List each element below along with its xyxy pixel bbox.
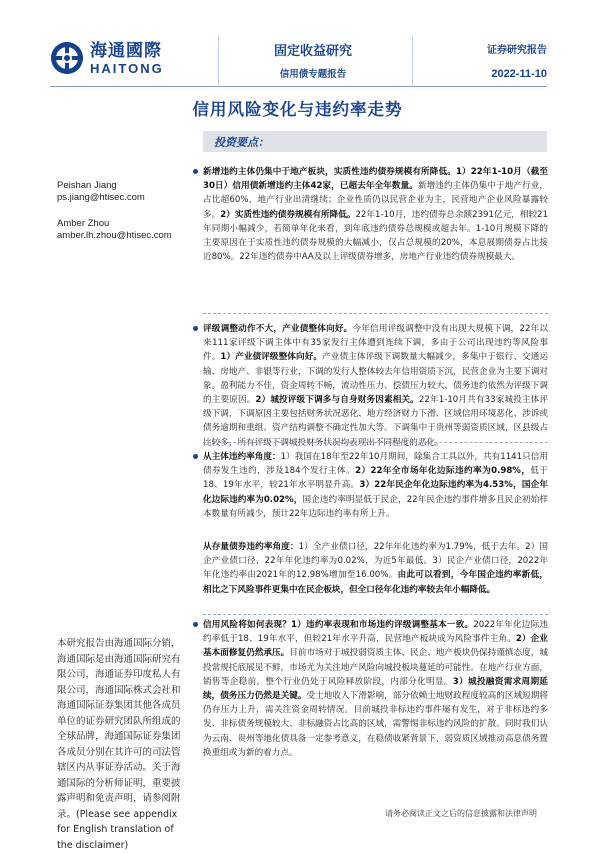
- paragraph-divider: [203, 313, 548, 314]
- paragraph-lead: 信用风险将如何表现？: [203, 620, 292, 630]
- paragraph-text: 2022年年化边际违约率低于18、19年水平，但较21年水平升高，民营地产板块成为风险事件主角。: [203, 620, 549, 645]
- paragraph-text: 低于18、19年水平，较21年水平明显升高。: [203, 466, 548, 491]
- bullet-icon: [193, 454, 198, 459]
- paragraph-text: 今年信用评级调整中没有出现大规模下调，22年以来111家评级下调主体中有35家发行主体遭到连续下调，多由于公司出现违约等风险事件。: [203, 324, 548, 363]
- bullet-icon: [193, 622, 198, 627]
- brand-name-en: HAITONG: [90, 60, 164, 76]
- paragraph-text: 3）城投融资需求周期延续，债务压力仍然是关键。: [203, 676, 548, 702]
- report-type: 证券研究报告: [487, 45, 547, 56]
- author-name: Peishan Jiang: [57, 180, 117, 191]
- summary-paragraph: [203, 618, 548, 760]
- haitong-logo: [50, 38, 200, 78]
- page-footer: 请务必阅读正文之后的信息披露和法律声明: [385, 809, 537, 818]
- summary-paragraph: [203, 322, 548, 450]
- report-subcategory: 信用债专题报告: [279, 69, 347, 80]
- paragraph-text: 2）城投评级下调多与自身财务因素相关。: [255, 395, 419, 406]
- paragraph-lead: 新增违约主体仍集中于地产板块，实质性违约债券规模有所降低。: [203, 167, 456, 177]
- report-category: 固定收益研究: [273, 44, 352, 59]
- paragraph-text: 3）22年民企年化边际违约率为4.53%，国企年化边际违约率为0.02%，: [203, 480, 548, 505]
- author-email[interactable]: amber.lh.zhou@htisec.com: [57, 230, 172, 241]
- brand-name-cn: 海通國際: [90, 40, 162, 61]
- paragraph-text: 1）违约率表现和市场违约评级调整基本一致。: [291, 620, 474, 630]
- bullet-icon: [193, 169, 198, 174]
- header-divider: [412, 37, 413, 85]
- document-title: 信用风险变化与违约率走势: [192, 100, 403, 119]
- section-label: 投资要点：: [214, 136, 269, 149]
- paragraph-text: 2）22年全市场年化边际违约率为0.98%，: [355, 466, 531, 477]
- paragraph-text: 国企违约率明显低于民企，22年民企违约事件增多且民企初始样本数量有所减少，预计22年边际违约率有所上升。: [203, 494, 548, 519]
- paragraph-lead: 从存量债券违约率角度：: [203, 542, 299, 552]
- paragraph-lead: 从主体违约率角度：: [203, 452, 281, 462]
- paragraph-text: 1）22年1-10月（截至30日）信用债新增违约主体42家，已超去年全年数量。: [203, 167, 548, 192]
- authors-block: [57, 180, 187, 242]
- paragraph-text: 新增违约主体仍集中于地产行业，占比超60%，地产行业出清继续；企业性质仍以民营企业为主，民营地产企业风险暴露较多。: [203, 181, 548, 220]
- author-name: Amber Zhou: [57, 218, 110, 229]
- bullet-icon: [193, 326, 198, 331]
- haitong-logo-icon: [50, 41, 84, 75]
- disclaimer-text: 本研究报告由海通国际分销，海通国际是由海通国际研究有限公司，海通证券印度私人有限公司，海通国际株式会社和海通国际证券集团其他各成员单位的证券研究团队所组成的全球品牌，海通国际证券集团各成员分别在其许可的司法管辖区内从事证券活动。关于海通国际的分析师证明，重要披露声明和免责声明，请参阅附录。(Please see appendix for English translation of the disclaimer): [57, 638, 181, 851]
- paragraph-text: 目前市场对于城投弱资质主体、民企、地产板块仍保持谨慎态度，城投常规托底展见不鲜，市场尤为关注地产风险向城投板块蔓延的可能性。在地产行业方面，销售等企稳前，整个行业仍处于风险释放阶段，内部分化明显。: [203, 648, 548, 687]
- paragraph-text: 受土地收入下滑影响，部分依赖土地财政程度较高的区域短期将仍存压力上升，需关注资金周转情况。目前城投非标违约事件屡有发生，对于非标违约多发、非标债务规模较大、非标融资占比高的区域，需警惕非标违约风险的扩散。同时我们认为云南、贵州等地化债具备一定参考意义，在稳债收紧背景下，弱资质区域推动高息债务置换重组或为新的着力点。: [203, 691, 548, 758]
- summary-paragraph: [203, 540, 548, 597]
- report-date: 2022-11-10: [491, 68, 547, 80]
- summary-paragraph: [203, 165, 548, 264]
- paragraph-lead: 评级调整动作不大，产业债整体向好。: [203, 324, 353, 334]
- header-rule: [50, 86, 547, 87]
- paragraph-text: 2）企业基本面修复仍然承压。: [203, 634, 549, 659]
- paragraph-text: 由此可以看到，今年国企违约率新低，相比之下风险事件更集中在民企板块，但全口径年化违约率较去年小幅降低。: [203, 570, 548, 595]
- section-header: [203, 131, 547, 152]
- paragraph-text: 22年1-10月，违约债券总余额2391亿元，相较21年同期小幅减少，若简单年化来看，到年底违约债券总规模或超去年。1-10月规模下降的主要原因在于实质性违约债券规模的大幅减小，仅占总规模的20%，本息展期债券占比接近80%。22年违约债券中AA及以上评级债券增多，房地产行业违约债券规模最大。: [203, 209, 548, 263]
- paragraph-divider: [203, 614, 548, 615]
- paragraph-text: 产业债主体评级下调数量大幅减少，多集中于银行、交通运输、房地产、非银等行业，下调的发行人整体较去年信用资质下沉，民营企业为主要下调对象。盈利能力不佳，资金周转不畅，流动性压力、偿债压力较大，债务违约依然为评级下调的主要原因。: [203, 352, 548, 406]
- summary-paragraph: [203, 450, 548, 521]
- paragraph-text: 1）全产业债口径，22年年化违约率为1.79%，低于去年。2）国企产业债口径，22年年化违约率为0.02%，为近5年最低。3）民企产业债口径，2022年年化违约率由2021年的12.98%增加至16.00%。: [203, 542, 548, 581]
- paragraph-text: 1）我国在18年至22年10月期间，除集合工具以外，共有1141只信用债券发生违约，涉及184个发行主体。: [203, 452, 548, 477]
- paragraph-divider: [203, 442, 548, 443]
- paragraph-text: 1）产业债评级整体向好。: [220, 352, 323, 363]
- header-divider: [218, 37, 219, 85]
- author-email[interactable]: ps.jiang@htisec.com: [57, 192, 145, 203]
- paragraph-text: 2）实质性违约债券规模有所降低。: [220, 209, 356, 220]
- paragraph-text: 22年1-10月共有33家城投主体评级下调，下调原因主要包括财务状况恶化、地方经济财力下滑、区域信用环境恶化、涉诉或债务逾期和重组、资产结构调整不确定性加大等。下调集中于贵州等弱资质区域，区县级占比较多，所有评级下调城投财务状况均表现出不同程度的恶化。: [203, 395, 548, 448]
